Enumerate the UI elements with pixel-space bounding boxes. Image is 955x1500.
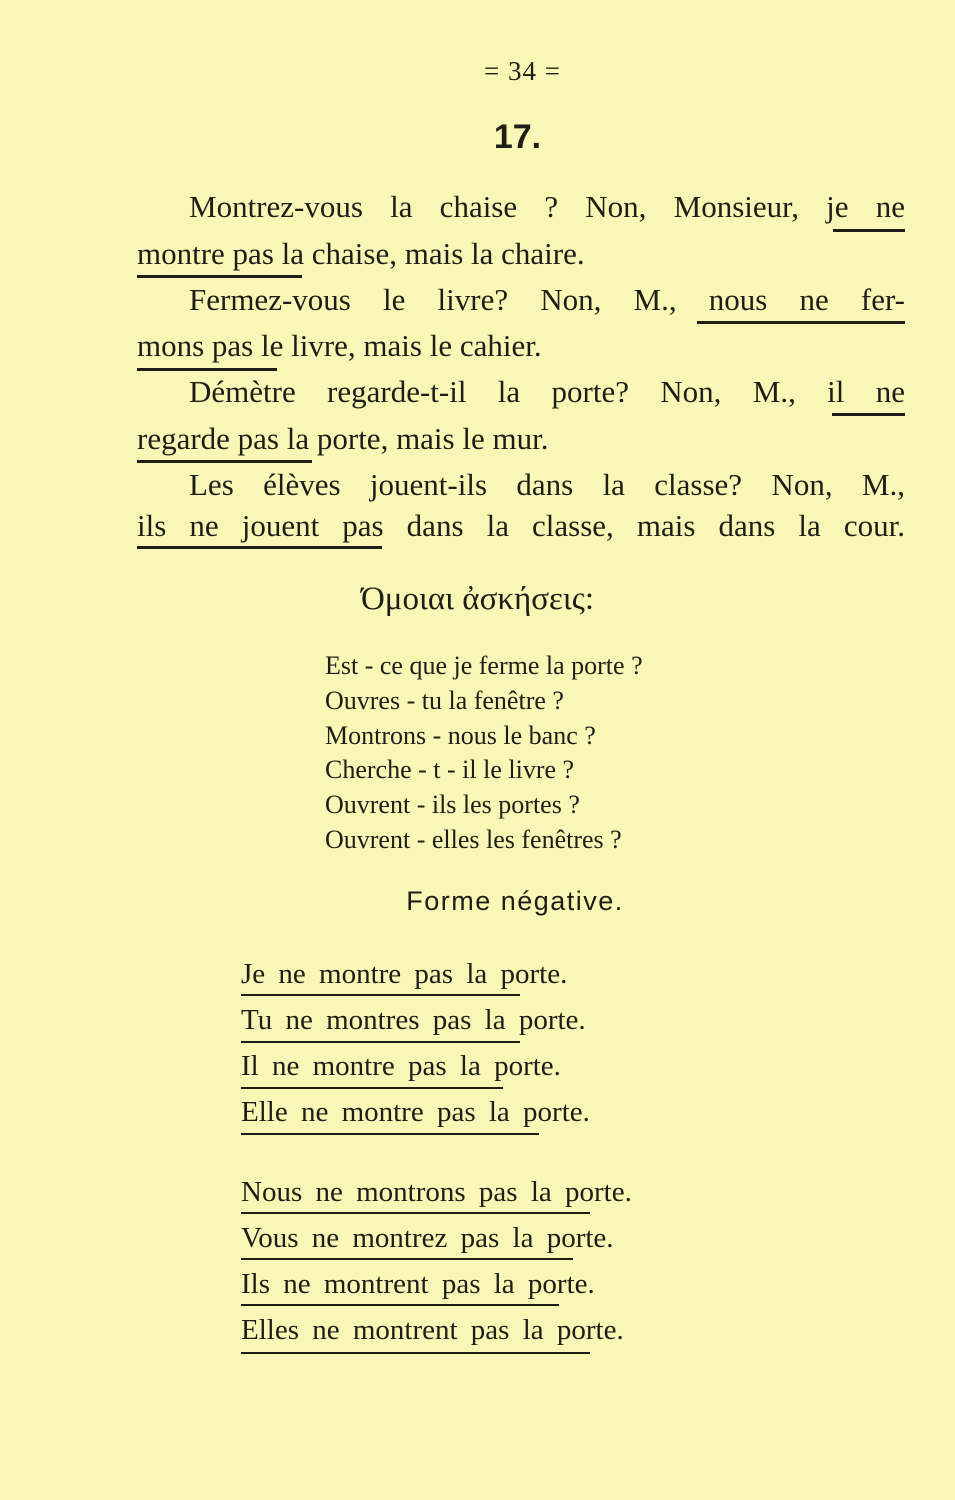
negation-underline bbox=[241, 1304, 559, 1306]
conjugation-line: Il ne montre pas la porte. bbox=[241, 1050, 561, 1082]
paragraph-line: Fermez-vous le livre? Non, M., nous ne fer- bbox=[189, 282, 905, 317]
page-number: = 34 = bbox=[484, 56, 561, 86]
paragraph-line: mons pas le livre, mais le cahier. bbox=[137, 328, 542, 363]
negation-underline bbox=[241, 1133, 539, 1135]
negation-underline bbox=[241, 1352, 590, 1354]
negation-underline bbox=[697, 321, 905, 324]
exercise-item: Cherche - t - il le livre ? bbox=[325, 755, 575, 785]
paragraph-line: montre pas la chaise, mais la chaire. bbox=[137, 236, 585, 271]
exercise-item: Ouvrent - elles les fenêtres ? bbox=[325, 824, 622, 854]
conjugation-line: Tu ne montres pas la porte. bbox=[241, 1004, 586, 1036]
negation-underline bbox=[137, 368, 277, 371]
negation-underline bbox=[241, 1041, 520, 1043]
negation-underline bbox=[241, 994, 520, 996]
paragraph-line: Démètre regarde-t-il la porte? Non, M., il ne bbox=[189, 374, 905, 409]
negation-underline bbox=[833, 229, 905, 232]
negation-underline bbox=[832, 413, 905, 416]
paragraph-line: Les élèves jouent-ils dans la classe? Non, M., bbox=[189, 467, 905, 502]
negative-form-heading: Forme négative. bbox=[406, 886, 624, 916]
exercise-item: Est - ce que je ferme la porte ? bbox=[325, 651, 643, 680]
exercise-item: Ouvres - tu la fenêtre ? bbox=[325, 685, 564, 715]
conjugation-line: Nous ne montrons pas la porte. bbox=[241, 1176, 632, 1208]
exercise-item: Ouvrent - ils les portes ? bbox=[325, 790, 580, 820]
conjugation-line: Ils ne montrent pas la porte. bbox=[241, 1268, 595, 1300]
paragraph-line: ils ne jouent pas dans la classe, mais dans la cour. bbox=[137, 508, 905, 543]
exercise-item: Montrons - nous le banc ? bbox=[325, 720, 596, 750]
exercise-list bbox=[325, 649, 643, 858]
negation-underline bbox=[241, 1258, 573, 1260]
negation-underline bbox=[137, 460, 312, 463]
negation-underline bbox=[241, 1087, 503, 1089]
conjugation-line: Elles ne montrent pas la porte. bbox=[241, 1314, 624, 1346]
paragraph-line: Montrez-vous la chaise ? Non, Monsieur, je ne bbox=[189, 189, 905, 224]
negation-underline bbox=[137, 546, 382, 549]
conjugation-line: Vous ne montrez pas la porte. bbox=[241, 1222, 614, 1254]
lesson-number: 17. bbox=[493, 118, 542, 156]
exercises-heading: Όμοιαι ἀσκήσεις: bbox=[360, 581, 595, 617]
negation-underline bbox=[137, 275, 302, 278]
conjugation-line: Je ne montre pas la porte. bbox=[241, 958, 568, 990]
negation-underline bbox=[241, 1212, 590, 1214]
paragraph-line: regarde pas la porte, mais le mur. bbox=[137, 421, 549, 456]
conjugation-line: Elle ne montre pas la porte. bbox=[241, 1096, 590, 1128]
